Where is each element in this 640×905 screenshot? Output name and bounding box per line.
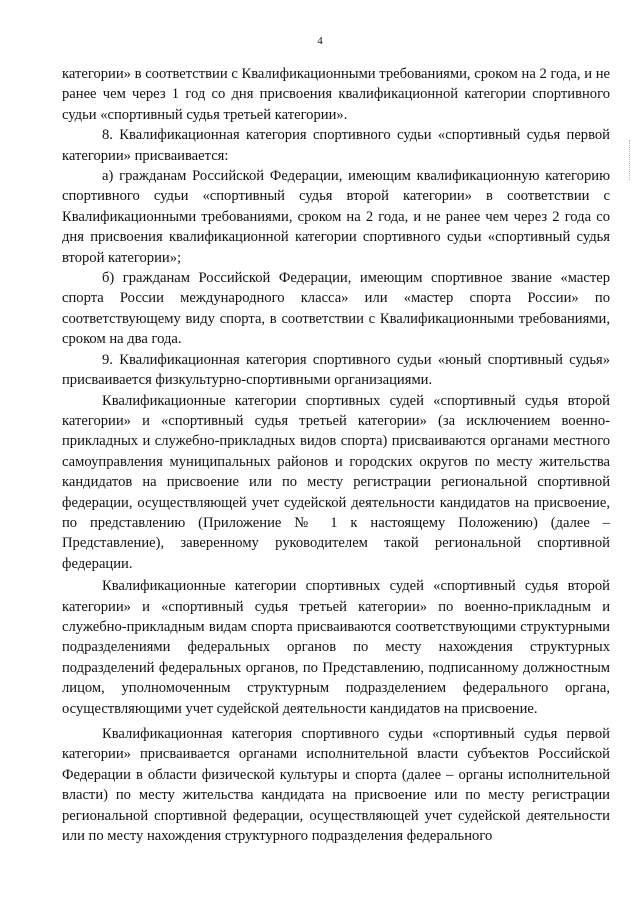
paragraph-body: Квалификационная категория спортивного судьи «спортивный судья первой категории» присваивается органами исполнительной власти субъектов Российской Федерации в области физической культуры и спорта (далее – органы исполнительной власти) по месту жительства кандидата на присвоение или по месту регистрации региональной спортивной федерации, осуществляющей учет судейской деятельности или по месту нахождения структурного подразделения федерального xyxy=(62,726,610,845)
paragraph-body: Квалификационные категории спортивных судей «спортивный судья второй категории» и «спортивный судья третьей категории» (за исключением военно-прикладных и служебно-прикладных видов спорта) присваиваются органами местного самоуправления муниципальных районов и городских округов по месту жительства кандидатов на присвоение или по месту регистрации региональной спортивной федерации, осуществляющей учет судейской деятельности кандидатов на присвоение, по представлению (Приложение № 1 к настоящему Положению) (далее – Представление), заверенному руководителем такой региональной спортивной федерации. xyxy=(62,392,610,572)
document-body xyxy=(62,64,610,846)
scan-margin-marks xyxy=(629,140,632,180)
paragraph-body: Квалификационные категории спортивных судей «спортивный судья второй категории» и «спортивный судья третьей категории» по военно-прикладным и служебно-прикладным видам спорта присваиваются соответствующими структурными подразделениями федеральных органов по месту нахождения структурных подразделений федеральных органов, по Представлению, подписанному должностным лицом, уполномоченным структурным подразделением федерального органа, осуществляющими учет судейской деятельности кандидатов на присвоение. xyxy=(62,578,610,717)
page-number: 4 xyxy=(317,35,323,47)
paragraph-subitem-b: б) гражданам Российской Федерации, имеющим спортивное звание «мастер спорта России международного класса» или «мастер спорта России» по соответствующему виду спорта, в соответствии с Квалификационными требованиями, сроком на два года. xyxy=(62,270,610,348)
paragraph-item-8: 8. Квалификационная категория спортивного судьи «спортивный судья первой категории» присваивается: xyxy=(62,127,610,164)
paragraph-continuation: категории» в соответствии с Квалификационными требованиями, сроком на 2 года, и не ранее чем через 1 год со дня присвоения квалификационной категории спортивного судьи «спортивный судья третьей категории». xyxy=(62,66,610,123)
paragraph-subitem-a: а) гражданам Российской Федерации, имеющим квалификационную категорию спортивного судьи «спортивный судья второй категории» в соответствии с Квалификационными требованиями, сроком на 2 года, и не ранее чем через 2 года со дня присвоения квалификационной категории спортивного судьи «спортивный судья второй категории»; xyxy=(62,168,610,266)
paragraph-item-9: 9. Квалификационная категория спортивного судьи «юный спортивный судья» присваивается физкультурно-спортивными организациями. xyxy=(62,351,610,389)
